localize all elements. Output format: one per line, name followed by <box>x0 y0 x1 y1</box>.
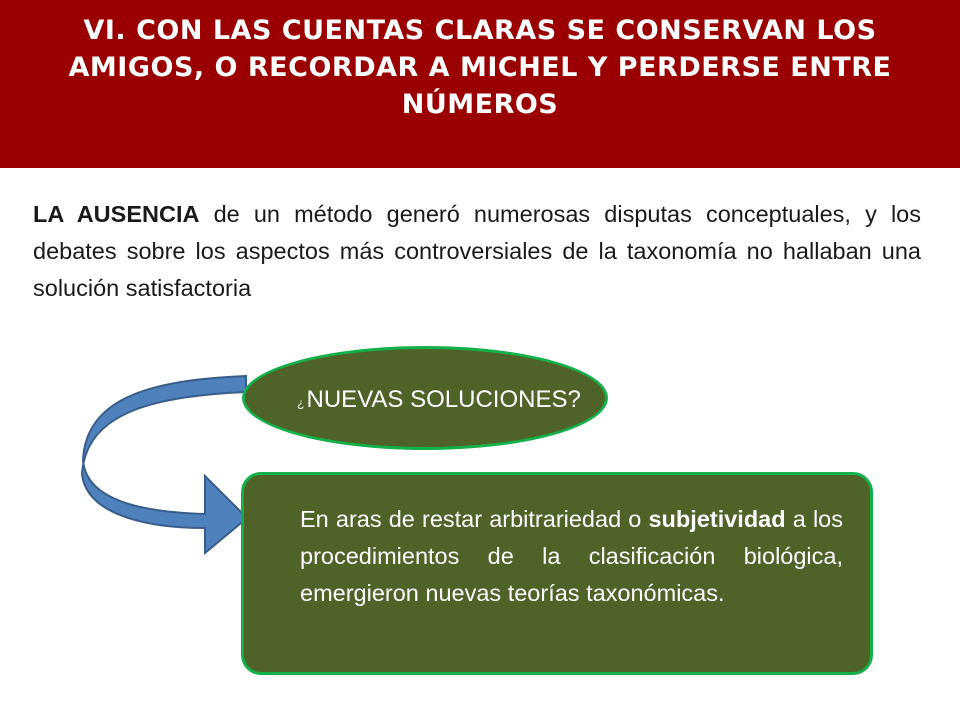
answer-post: a los procedimientos de la clasificación biológica, emergieron nuevas teorías taxonómicas. <box>300 506 843 606</box>
intro-text: de un método generó numerosas disputas conceptuales, y los debates sobre los aspectos más controversiales de la taxonomía no hallaban una solución satisfactoria <box>33 201 922 301</box>
answer-paragraph <box>300 501 843 612</box>
intro-bold-lead: LA AUSENCIA <box>33 201 200 227</box>
question-prefix: ¿ <box>297 396 305 410</box>
question-ellipse <box>242 346 608 450</box>
answer-box <box>241 472 873 675</box>
question-text: NUEVAS SOLUCIONES? <box>306 386 581 413</box>
question-label <box>297 386 581 414</box>
arrow-shape <box>82 376 247 553</box>
answer-pre: En aras de restar arbitrariedad o <box>300 506 649 532</box>
slide-title: VI. CON LAS CUENTAS CLARAS SE CONSERVAN LOS AMIGOS, O RECORDAR A MICHEL Y PERDERSE ENTRE NÚMEROS <box>68 15 892 120</box>
answer-bold: subjetividad <box>648 506 786 532</box>
